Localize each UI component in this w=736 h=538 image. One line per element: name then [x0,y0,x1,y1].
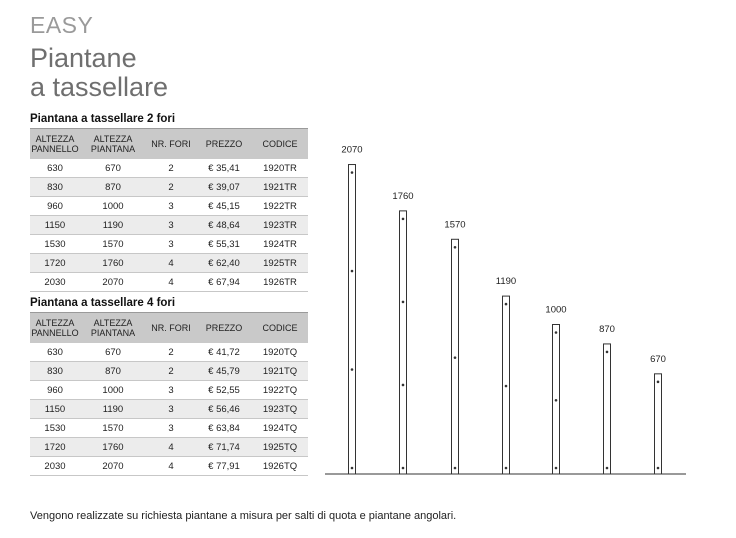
cell-nr-fori: 4 [146,457,196,476]
cell-altezza-piantana: 1000 [80,197,146,216]
cell-codice: 1923TQ [252,400,308,419]
post-hole [505,303,508,306]
cell-altezza-pannello: 960 [30,381,80,400]
cell-altezza-piantana: 1760 [80,254,146,273]
cell-prezzo: € 77,91 [196,457,252,476]
cell-codice: 1926TQ [252,457,308,476]
post-hole [454,246,457,249]
cell-nr-fori: 2 [146,178,196,197]
cell-prezzo: € 71,74 [196,438,252,457]
brand-label: EASY [30,12,94,38]
cell-nr-fori: 4 [146,273,196,292]
cell-codice: 1924TR [252,235,308,254]
post-2070 [349,165,356,474]
cell-codice: 1922TR [252,197,308,216]
cell-altezza-pannello: 1150 [30,400,80,419]
cell-altezza-piantana: 1760 [80,438,146,457]
cell-altezza-pannello: 1720 [30,254,80,273]
header-altezza-piantana: ALTEZZA PIANTANA [80,313,146,344]
cell-codice: 1926TR [252,273,308,292]
header-codice: CODICE [252,313,308,344]
cell-altezza-piantana: 1190 [80,216,146,235]
cell-prezzo: € 52,55 [196,381,252,400]
cell-prezzo: € 67,94 [196,273,252,292]
post-hole [351,368,354,371]
cell-codice: 1921TQ [252,362,308,381]
post-hole [606,467,609,470]
post-height-label: 870 [599,323,615,335]
cell-nr-fori: 3 [146,419,196,438]
cell-altezza-piantana: 2070 [80,457,146,476]
page-title-line2: a tassellare [30,72,169,102]
cell-codice: 1924TQ [252,419,308,438]
cell-codice: 1920TQ [252,343,308,362]
header-altezza-piantana: ALTEZZA PIANTANA [80,129,146,160]
footnote: Vengono realizzate su richiesta piantane a misura per salti di quota e piantane angolari. [30,510,457,522]
post-hole [606,351,609,354]
post-hole [402,218,405,221]
cell-altezza-piantana: 1570 [80,235,146,254]
cell-altezza-piantana: 870 [80,362,146,381]
post-hole [555,467,558,470]
table1-title: Piantana a tassellare 2 fori [30,113,176,125]
header-nr-fori: NR. FORI [146,129,196,160]
post-hole [351,467,354,470]
cell-prezzo: € 45,79 [196,362,252,381]
post-870 [604,344,611,474]
cell-altezza-pannello: 630 [30,159,80,178]
post-height-label: 1190 [495,276,517,288]
cell-nr-fori: 4 [146,438,196,457]
cell-codice: 1920TR [252,159,308,178]
cell-altezza-piantana: 670 [80,343,146,362]
post-hole [454,356,457,359]
cell-codice: 1925TR [252,254,308,273]
post-hole [402,467,405,470]
cell-altezza-pannello: 1530 [30,235,80,254]
cell-nr-fori: 3 [146,400,196,419]
cell-altezza-pannello: 960 [30,197,80,216]
cell-nr-fori: 2 [146,362,196,381]
post-hole [505,385,508,388]
cell-codice: 1922TQ [252,381,308,400]
header-prezzo: PREZZO [196,129,252,160]
cell-prezzo: € 63,84 [196,419,252,438]
post-hole [351,270,354,273]
post-height-label: 1570 [444,219,466,231]
cell-codice: 1921TR [252,178,308,197]
post-1760 [400,211,407,474]
post-670 [655,374,662,474]
cell-altezza-piantana: 1190 [80,400,146,419]
post-height-label: 670 [650,353,666,365]
post-hole [454,467,457,470]
header-codice: CODICE [252,129,308,160]
cell-prezzo: € 62,40 [196,254,252,273]
post-hole [657,381,660,384]
cell-altezza-pannello: 1150 [30,216,80,235]
cell-nr-fori: 2 [146,159,196,178]
post-height-label: 1760 [392,190,414,202]
post-hole [402,301,405,304]
cell-nr-fori: 3 [146,235,196,254]
header-prezzo: PREZZO [196,313,252,344]
post-hole [657,467,660,470]
page-title-line1: Piantane [30,43,137,73]
header-altezza-pannello: ALTEZZA PANNELLO [30,313,80,344]
cell-altezza-pannello: 2030 [30,273,80,292]
cell-altezza-piantana: 1000 [80,381,146,400]
cell-nr-fori: 4 [146,254,196,273]
cell-altezza-pannello: 630 [30,343,80,362]
cell-prezzo: € 56,46 [196,400,252,419]
header-altezza-pannello: ALTEZZA PANNELLO [30,129,80,160]
cell-prezzo: € 48,64 [196,216,252,235]
cell-codice: 1925TQ [252,438,308,457]
cell-altezza-pannello: 830 [30,178,80,197]
header-nr-fori: NR. FORI [146,313,196,344]
post-hole [555,399,558,402]
cell-altezza-piantana: 670 [80,159,146,178]
post-hole [555,331,558,334]
cell-altezza-pannello: 1720 [30,438,80,457]
post-hole [505,467,508,470]
cell-altezza-pannello: 830 [30,362,80,381]
cell-altezza-piantana: 870 [80,178,146,197]
cell-prezzo: € 39,07 [196,178,252,197]
post-hole [402,384,405,387]
cell-altezza-pannello: 2030 [30,457,80,476]
cell-nr-fori: 2 [146,343,196,362]
post-height-label: 1000 [545,304,567,316]
cell-nr-fori: 3 [146,216,196,235]
cell-nr-fori: 3 [146,381,196,400]
cell-prezzo: € 55,31 [196,235,252,254]
cell-prezzo: € 41,72 [196,343,252,362]
cell-prezzo: € 45,15 [196,197,252,216]
cell-nr-fori: 3 [146,197,196,216]
cell-prezzo: € 35,41 [196,159,252,178]
cell-codice: 1923TR [252,216,308,235]
cell-altezza-pannello: 1530 [30,419,80,438]
table2-title: Piantana a tassellare 4 fori [30,297,176,309]
cell-altezza-piantana: 1570 [80,419,146,438]
cell-altezza-piantana: 2070 [80,273,146,292]
post-hole [351,171,354,174]
post-height-label: 2070 [341,144,363,156]
